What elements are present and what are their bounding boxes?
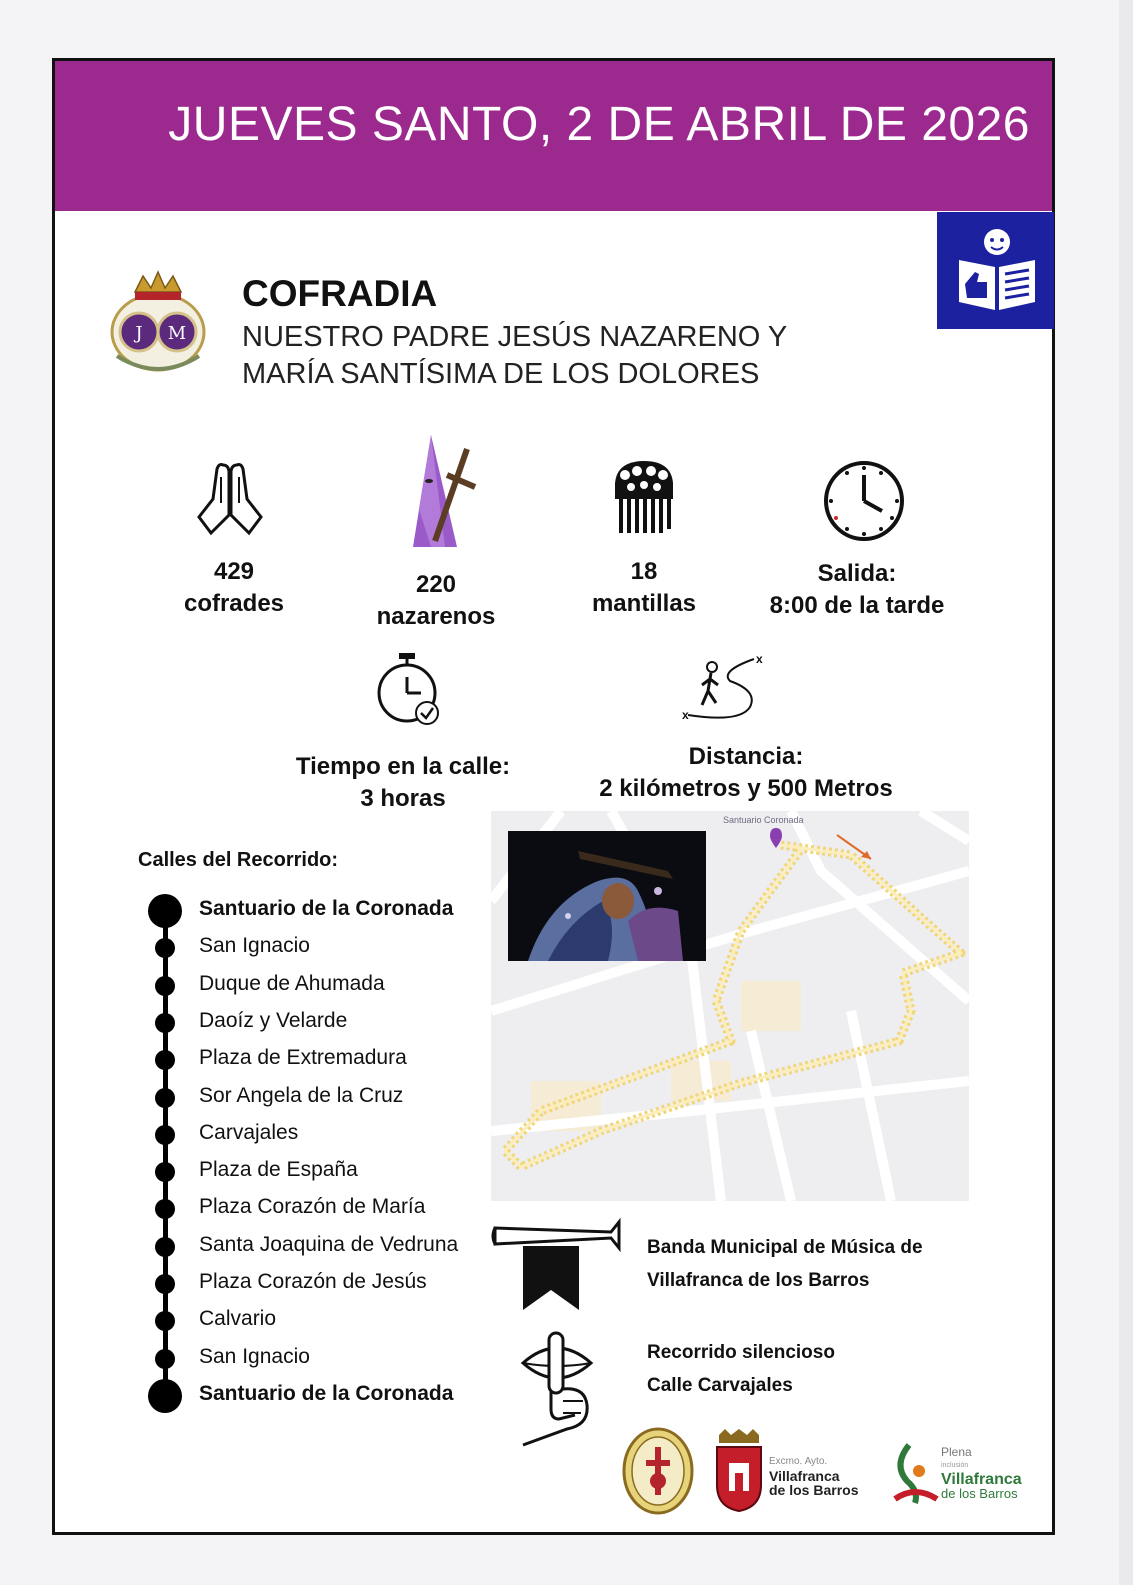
route-street-name: San Ignacio (199, 934, 310, 958)
nazareno-icon (405, 429, 477, 556)
svg-text:M: M (167, 323, 187, 344)
stat-nazarenos-label: nazarenos (376, 603, 496, 630)
route-street-name: Santuario de la Coronada (199, 1381, 454, 1405)
svg-text:J: J (135, 323, 143, 344)
peineta-icon (611, 457, 677, 542)
route-stop-dot-icon (155, 1311, 175, 1331)
map-place-label: Santuario Coronada (723, 815, 804, 825)
route-stop-dot-icon (155, 1162, 175, 1182)
route-street-name: San Ignacio (199, 1344, 310, 1368)
route-stop-dot-icon (155, 1349, 175, 1369)
route-heading: Calles del Recorrido: (138, 849, 339, 871)
stat-salida-value: 8:00 de la tarde (769, 592, 945, 619)
route-stop-dot-icon (148, 1379, 182, 1413)
cofradia-name (242, 319, 787, 393)
svg-text:x: x (756, 652, 763, 666)
route-street-name: Plaza Corazón de Jesús (199, 1270, 427, 1293)
plena-tiny: inclusión (941, 1462, 969, 1469)
route-stop-dot-icon (155, 976, 175, 996)
stat-cofrades-label: cofrades (183, 590, 285, 617)
cofradia-name-line1: NUESTRO PADRE JESÚS NAZARENO Y (242, 321, 788, 353)
route-street-name: Sor Angela de la Cruz (199, 1083, 404, 1107)
brotherhood-crest-icon (103, 266, 213, 378)
stat-cofrades (160, 556, 308, 620)
stat-distancia-label: Distancia: (688, 743, 804, 770)
page-edge-strip (1119, 0, 1133, 1585)
route-street-name: Plaza Corazón de María (199, 1195, 426, 1219)
bugle-icon (491, 1218, 621, 1319)
stat-tiempo (273, 751, 533, 815)
stat-distancia-value: 2 kilómetros y 500 Metros (599, 775, 893, 802)
stopwatch-icon (375, 651, 441, 734)
route-street-name: Calvario (199, 1307, 277, 1331)
header-banner (55, 61, 1052, 211)
procession-photo (508, 831, 706, 961)
stat-mantillas-value: 18 (630, 558, 658, 585)
ayto-name2: de los Barros (769, 1482, 859, 1498)
route-stop-dot-icon (155, 1237, 175, 1257)
stat-tiempo-label: Tiempo en la calle: (295, 753, 511, 780)
route-street-name: Santa Joaquina de Vedruna (199, 1232, 459, 1256)
route-stop-dot-icon (155, 938, 175, 958)
walking-path-icon (680, 651, 770, 732)
silence-line2: Calle Carvajales (647, 1375, 793, 1396)
ayuntamiento-shield-logo (711, 1429, 767, 1518)
route-stop-dot-icon (155, 1199, 175, 1219)
route-street-name: Santuario de la Coronada (199, 897, 454, 920)
svg-text:x: x (682, 708, 689, 722)
plena-name2: de los Barros (941, 1486, 1018, 1501)
music-line1: Banda Municipal de Música de (647, 1237, 923, 1258)
ayto-small: Excmo. Ayto. (769, 1456, 828, 1467)
poster (52, 58, 1055, 1535)
page-title: JUEVES SANTO, 2 DE ABRIL DE 2026 (168, 98, 1030, 151)
stat-tiempo-value: 3 horas (360, 785, 446, 812)
plena-small: Plena (941, 1445, 972, 1459)
praying-hands-icon (193, 459, 267, 544)
stat-cofrades-value: 429 (213, 558, 255, 585)
ayuntamiento-text (769, 1455, 858, 1497)
stat-mantillas (570, 556, 718, 620)
route-street-name: Daoíz y Velarde (199, 1008, 348, 1032)
easy-read-icon (937, 212, 1054, 329)
brotherhood-seal-logo (621, 1425, 695, 1522)
music-line2: Villafranca de los Barros (647, 1270, 870, 1291)
stat-salida-label: Salida: (817, 560, 897, 587)
route-street-name: Duque de Ahumada (199, 971, 385, 995)
route-stop-dot-icon (155, 1274, 175, 1294)
ayto-name1: Villafranca (769, 1468, 840, 1484)
plena-name1: Villafranca (941, 1471, 1022, 1488)
clock-icon (822, 459, 906, 548)
route-stop-dot-icon (148, 894, 182, 928)
route-stop-dot-icon (155, 1125, 175, 1145)
route-street-name: Plaza de Extremadura (199, 1046, 407, 1070)
route-street-name: Carvajales (199, 1120, 299, 1144)
route-stop-dot-icon (155, 1013, 175, 1033)
stat-nazarenos (362, 569, 510, 633)
stat-salida (750, 558, 964, 622)
shush-icon (513, 1329, 603, 1452)
stat-distancia (568, 741, 924, 805)
plena-inclusion-text (941, 1445, 1022, 1501)
cofradia-title: COFRADIA (242, 273, 438, 314)
silence-text (647, 1336, 835, 1402)
route-street-name: Plaza de España (199, 1158, 358, 1182)
plena-inclusion-logo (889, 1441, 941, 1516)
stat-mantillas-label: mantillas (591, 590, 697, 617)
cofradia-name-line2: MARÍA SANTÍSIMA DE LOS DOLORES (242, 358, 760, 390)
stat-nazarenos-value: 220 (415, 571, 457, 598)
music-band-text (647, 1231, 923, 1297)
silence-line1: Recorrido silencioso (647, 1342, 835, 1363)
route-stop-dot-icon (155, 1050, 175, 1070)
route-stop-dot-icon (155, 1088, 175, 1108)
